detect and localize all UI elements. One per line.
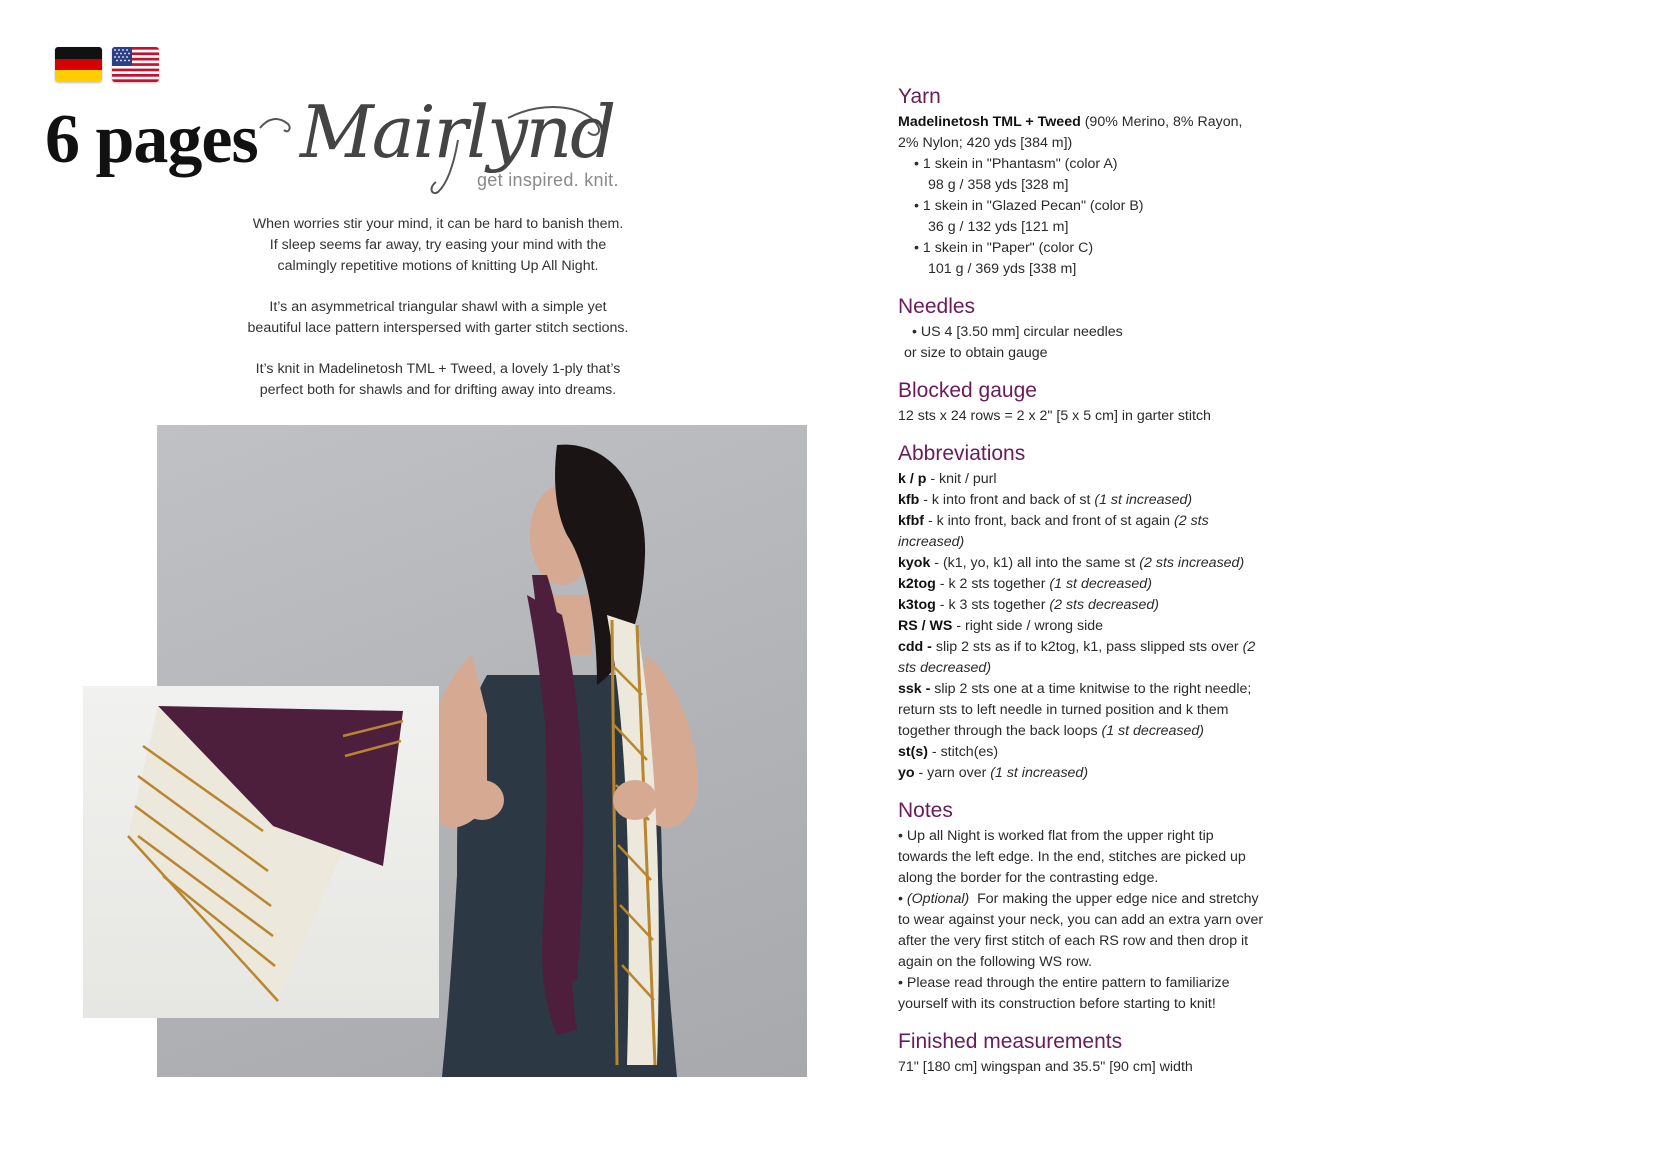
abbr-note: (1 st increased) — [1094, 492, 1193, 508]
yarn-heading: Yarn — [898, 85, 941, 108]
intro-line: It’s knit in Madelinetosh TML + Tweed, a lovely 1-ply that’s — [255, 361, 621, 377]
abbreviation-item — [898, 595, 1270, 616]
note-line: to wear against your neck, you can add an extra yarn over — [898, 912, 1264, 928]
note-bullet: • — [898, 891, 907, 907]
abbr-desc-cont — [898, 721, 1270, 742]
page-count-heading: 6 pages — [45, 101, 258, 178]
abbr-desc: - (k1, yo, k1) all into the same st — [930, 555, 1140, 571]
abbreviations-section — [898, 441, 1270, 784]
yarn-name: Madelinetosh TML + Tweed — [898, 114, 1081, 130]
logo-tagline: get inspired. knit. — [477, 170, 619, 190]
abbreviation-item — [898, 616, 1270, 637]
note-line: • Please read through the entire pattern to familiarize — [898, 975, 1230, 991]
note-line: yourself with its construction before starting to knit! — [898, 996, 1216, 1012]
abbr-desc: - k 3 sts together — [935, 597, 1050, 613]
pattern-details — [898, 84, 1270, 1092]
intro-paragraph-3 — [238, 359, 638, 401]
skein-amount: 101 g / 369 yds [338 m] — [928, 261, 1077, 277]
needles-line: • US 4 [3.50 mm] circular needles — [912, 324, 1123, 340]
gauge-text: 12 sts x 24 rows = 2 x 2" [5 x 5 cm] in garter stitch — [898, 408, 1211, 424]
abbr-term: RS / WS — [898, 618, 953, 634]
abbr-term: ssk - — [898, 681, 935, 697]
abbr-note-cont: increased) — [898, 534, 965, 550]
gauge-section — [898, 378, 1270, 427]
abbr-term: yo — [898, 765, 915, 781]
abbreviation-item — [898, 469, 1270, 490]
abbr-term: st(s) — [898, 744, 928, 760]
abbr-desc: slip 2 sts as if to k2tog, k1, pass slipped sts over — [935, 639, 1243, 655]
measurements-text: 71" [180 cm] wingspan and 35.5" [90 cm] width — [898, 1059, 1193, 1075]
needles-heading: Needles — [898, 295, 976, 318]
intro-paragraph-2 — [238, 297, 638, 339]
abbr-note-cont: sts decreased) — [898, 660, 992, 676]
logo-wordmark: Mairlynd — [300, 90, 615, 174]
abbr-note: (2 sts decreased) — [1049, 597, 1160, 613]
abbreviations-heading: Abbreviations — [898, 442, 1026, 465]
needles-gauge-note: or size to obtain gauge — [904, 345, 1048, 361]
abbr-note: (2 sts increased) — [1139, 555, 1245, 571]
notes-section — [898, 798, 1270, 1015]
yarn-section — [898, 84, 1270, 280]
measurements-heading: Finished measurements — [898, 1030, 1123, 1053]
intro-line: perfect both for shawls and for drifting away into dreams. — [259, 382, 617, 398]
gauge-heading: Blocked gauge — [898, 379, 1037, 402]
abbr-desc-cont: return sts to left needle in turned position and k them — [898, 702, 1229, 718]
skein-amount: 98 g / 358 yds [328 m] — [928, 177, 1069, 193]
note-optional-label: (Optional) — [906, 891, 970, 907]
abbreviation-item — [898, 553, 1270, 574]
abbr-desc: - yarn over — [914, 765, 991, 781]
abbr-desc: - k into front, back and front of st again — [924, 513, 1175, 529]
skein-line: • 1 skein in "Paper" (color C) — [914, 240, 1094, 256]
abbr-desc: - k 2 sts together — [935, 576, 1050, 592]
notes-heading: Notes — [898, 799, 953, 822]
abbreviation-item — [898, 574, 1270, 595]
abbreviation-item — [898, 679, 1270, 700]
skein-line: • 1 skein in "Phantasm" (color A) — [914, 156, 1118, 172]
abbr-desc: slip 2 sts one at a time knitwise to the right needle; — [934, 681, 1252, 697]
note-line: along the border for the contrasting edge. — [898, 870, 1159, 886]
abbr-term: kfb — [898, 492, 920, 508]
intro-paragraph-1 — [238, 214, 638, 277]
note-line — [898, 889, 1270, 910]
intro-text — [238, 214, 638, 421]
abbreviation-item — [898, 490, 1270, 511]
abbreviation-item — [898, 763, 1270, 784]
yarn-composition: (90% Merino, 8% Rayon, — [1080, 114, 1243, 130]
skein-amount: 36 g / 132 yds [121 m] — [928, 219, 1069, 235]
abbreviation-item — [898, 637, 1270, 658]
us-flag-icon[interactable] — [112, 47, 159, 82]
yarn-composition-cont: 2% Nylon; 420 yds [384 m]) — [898, 135, 1073, 151]
note-line: towards the left edge. In the end, stitches are picked up — [898, 849, 1246, 865]
abbr-note: (1 st decreased) — [1101, 723, 1205, 739]
intro-line: When worries stir your mind, it can be hard to banish them. — [252, 216, 624, 232]
abbr-desc: - right side / wrong side — [952, 618, 1104, 634]
abbr-term: k / p — [898, 471, 927, 487]
abbr-term: k2tog — [898, 576, 936, 592]
abbr-note: (1 st increased) — [990, 765, 1089, 781]
abbr-note: (1 st decreased) — [1049, 576, 1152, 592]
abbr-term: k3tog — [898, 597, 936, 613]
measurements-section — [898, 1029, 1270, 1078]
abbreviation-item — [898, 511, 1270, 532]
abbr-note: (2 — [1242, 639, 1256, 655]
language-flags — [55, 47, 159, 82]
intro-line: It’s an asymmetrical triangular shawl with a simple yet — [269, 299, 607, 315]
note-line: • Up all Night is worked flat from the upper right tip — [898, 828, 1214, 844]
shawl-flat-photo — [83, 686, 439, 1018]
abbr-note: (2 sts — [1174, 513, 1209, 529]
abbr-term: kfbf — [898, 513, 925, 529]
note-line: after the very first stitch of each RS row and then drop it — [898, 933, 1249, 949]
note-line: again on the following WS row. — [898, 954, 1093, 970]
intro-line: If sleep seems far away, try easing your mind with the — [269, 237, 607, 253]
abbreviation-item — [898, 742, 1270, 763]
needles-section — [898, 294, 1270, 364]
intro-line: calmingly repetitive motions of knitting Up All Night. — [277, 258, 599, 274]
abbr-desc: together through the back loops — [898, 723, 1102, 739]
abbr-term: kyok — [898, 555, 931, 571]
intro-line: beautiful lace pattern interspersed with garter stitch sections. — [247, 320, 629, 336]
abbr-desc: - stitch(es) — [927, 744, 999, 760]
skein-line: • 1 skein in "Glazed Pecan" (color B) — [914, 198, 1144, 214]
abbr-desc: - k into front and back of st — [919, 492, 1095, 508]
german-flag-icon[interactable] — [55, 47, 102, 82]
abbr-term: cdd - — [898, 639, 936, 655]
note-text: For making the upper edge nice and stretchy — [969, 891, 1259, 907]
abbr-desc: - knit / purl — [926, 471, 997, 487]
